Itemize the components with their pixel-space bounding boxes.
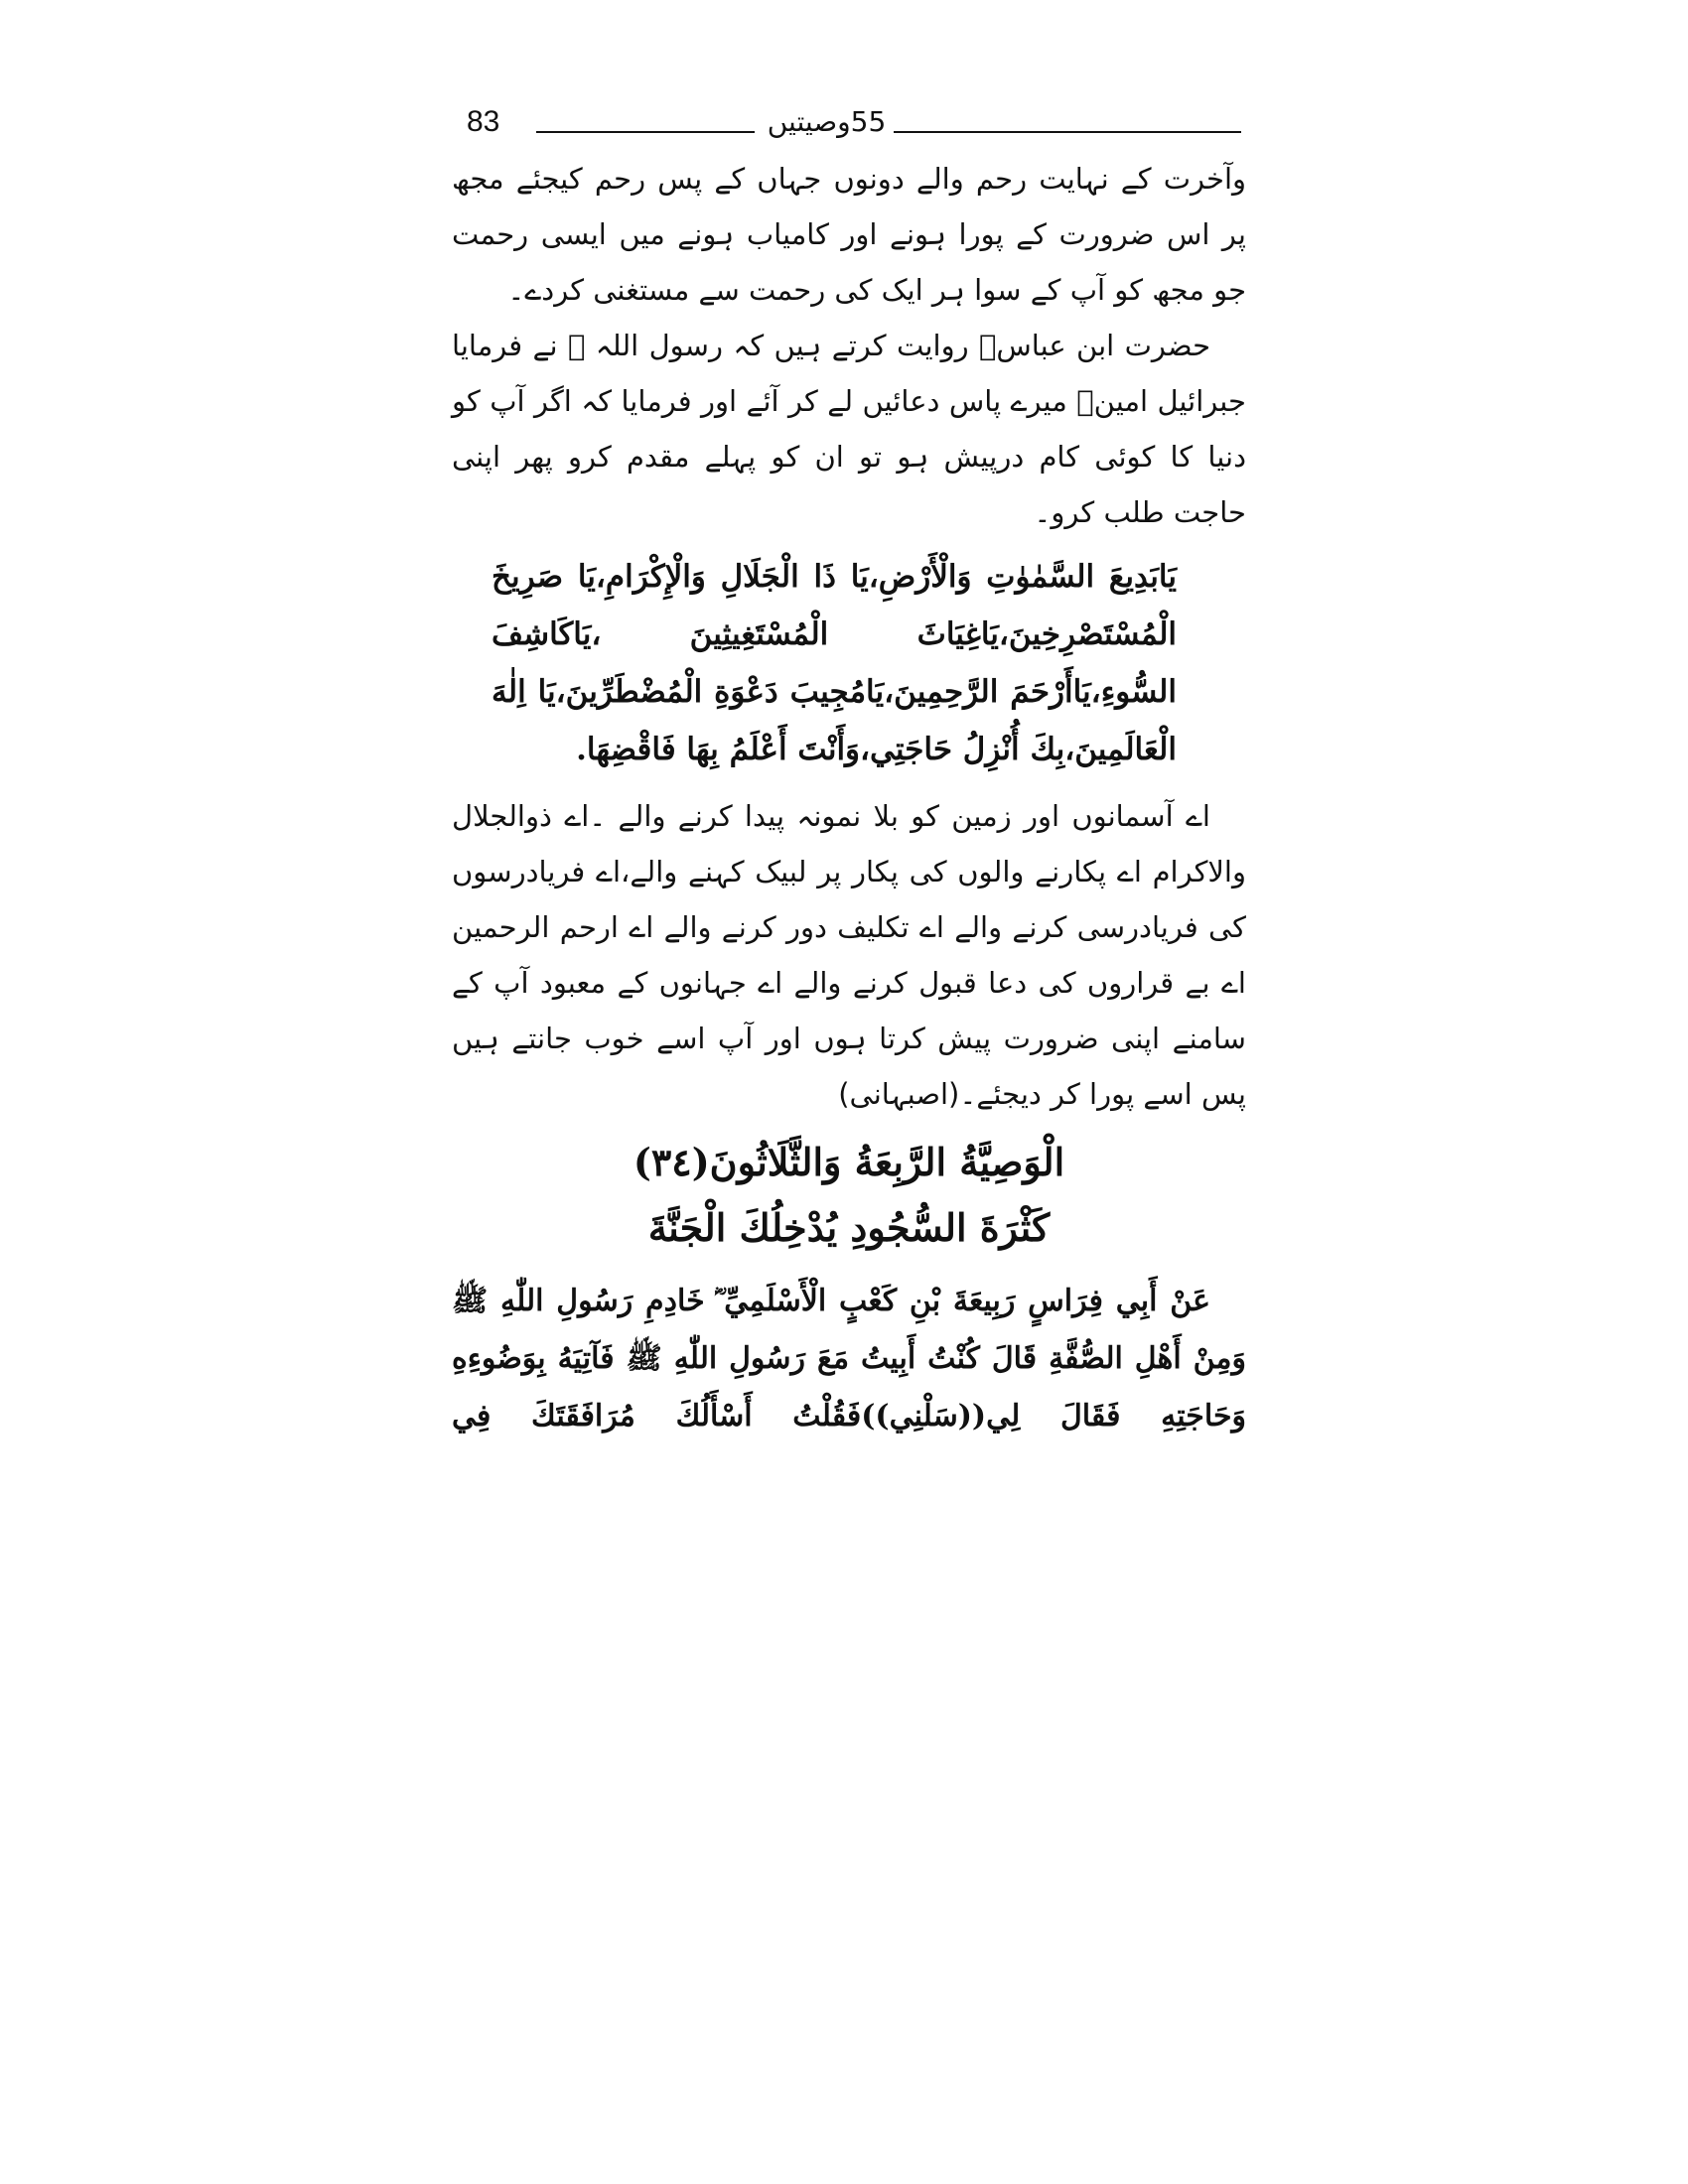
arabic-dua: يَابَدِيعَ السَّمٰوٰتِ وَالْأَرْضِ،يَا ذَا الْجَلَالِ وَالْإِكْرَامِ،يَا صَرِيخَ الْمُسْتَصْرِخِينَ،يَاغِيَاثَ الْمُسْتَغِيثِينَ ،يَاكَاشِفَ السُّوءِ،يَاأَرْحَمَ الرَّحِمِينَ،يَامُجِيبَ دَعْوَةِ الْمُضْطَرِّينَ،يَا اِلٰهَ الْعَالَمِينَ،بِكَ أُنْزِلُ حَاجَتِي،وَأَنْتَ أَعْلَمُ بِهَا فَاقْضِهَا. [492, 559, 1177, 767]
page-header [467, 99, 1241, 139]
paragraph-translation: اے آسمانوں اور زمین کو بلا نمونہ پیدا کرنے والے ۔اے ذوالجلال والاکرام اے پکارنے والوں کی پکار پر لبیک کہنے والے،اے فریادرسوں کی فریادرسی کرنے والے اے تکلیف دور کرنے والے اے ارحم الرحمین اے بے قراروں کی دعا قبول کرنے والے اے جہانوں کے معبود آپ کے سامنے اپنی ضرورت پیش کرتا ہوں اور آپ اسے خوب جانتے ہیں پس اسے پورا کر دیجئے۔(اصبہانی) [452, 799, 1246, 1111]
section-title-heading: كَثْرَةَ السُّجُودِ يُدْخِلُكَ الْجَنَّةَ [647, 1205, 1051, 1250]
header-rule-left [536, 131, 755, 133]
paragraph-narration: حضرت ابن عباسؓ روایت کرتے ہیں کہ رسول اللہ ﷺ نے فرمایا جبرائیل امینؑ میرے پاس دعائیں لے کر آئے اور فرمایا کہ اگر آپ کو دنیا کا کوئی کام درپیش ہو تو ان کو پہلے مقدم کرو پھر اپنی حاجت طلب کرو۔ [452, 329, 1246, 529]
page-number: 83 [467, 105, 500, 138]
page-body [452, 151, 1246, 1445]
running-title: 55وصیتیں [767, 105, 887, 138]
paragraph-continuation: وآخرت کے نہایت رحم والے دونوں جہاں کے پس رحم کیجئے مجھ پر اس ضرورت کے پورا ہونے اور کامیاب ہونے میں ایسی رحمت جو مجھ کو آپ کے سوا ہر ایک کی رحمت سے مستغنی کردے۔ [452, 162, 1246, 307]
header-rule-right [894, 131, 1241, 133]
section-number-heading: الْوَصِيَّةُ الرَّبِعَةُ وَالثَّلَاثُونَ(٣٤) [633, 1140, 1065, 1184]
hadith-text: عَنْ أَبِي فِرَاسٍ رَبِيعَةَ بْنِ كَعْبٍ الْأَسْلَمِيِّ ؓ خَادِمِ رَسُولِ اللّٰهِ ﷺ وَمِنْ أَهْلِ الصُّفَّةِ قَالَ كُنْتُ أَبِيتُ مَعَ رَسُولِ اللّٰهِ ﷺ فَآتِيَهُ بِوَضُوءِهِ وَحَاجَتِهِ فَقَالَ لِي((سَلْنِي))فَقُلْتُ أَسْأَلُكَ مُرَافَقَتَكَ فِي [452, 1284, 1246, 1433]
